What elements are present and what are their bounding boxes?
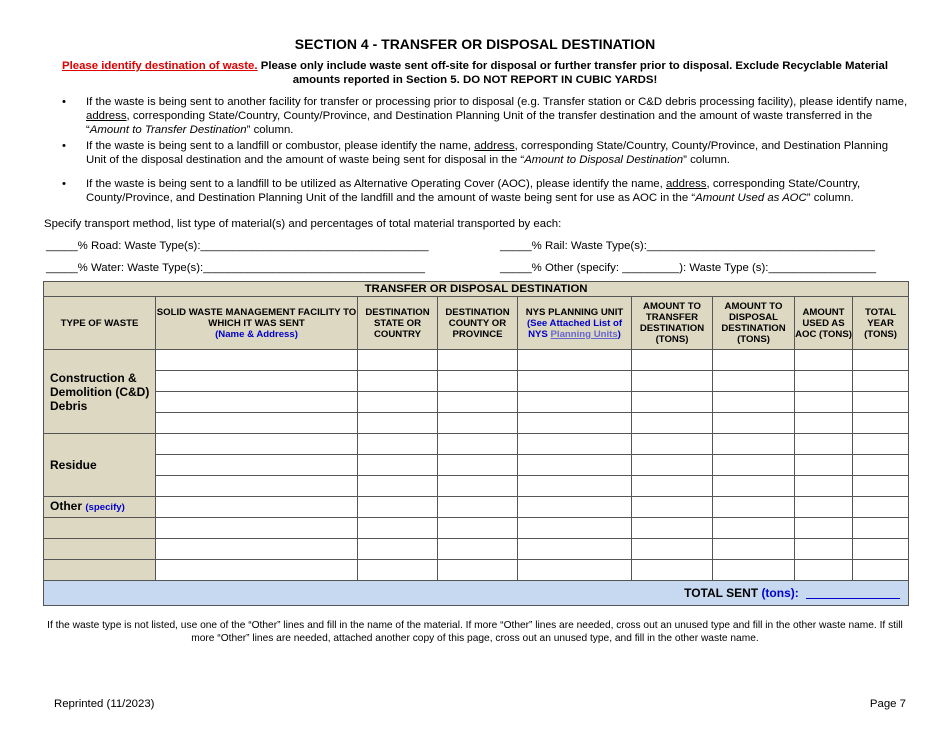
nys-header-note: ): [617, 328, 621, 340]
county-cell[interactable]: [438, 560, 518, 581]
total-cell[interactable]: [853, 539, 909, 560]
aoc-cell[interactable]: [795, 350, 853, 371]
facility-cell[interactable]: [156, 392, 358, 413]
total-cell[interactable]: [853, 476, 909, 497]
county-cell[interactable]: [438, 476, 518, 497]
col-header-nys-planning-unit: [518, 297, 632, 350]
disposal-cell[interactable]: [713, 539, 795, 560]
intro-red-text: Please identify destination of waste.: [61, 60, 258, 72]
transport-other-field[interactable]: _____% Other (specify: _________): Waste Type (s):_________________: [500, 262, 877, 274]
nys-cell[interactable]: [518, 350, 632, 371]
disposal-cell[interactable]: [713, 560, 795, 581]
total-sent-field[interactable]: [806, 586, 900, 599]
state-cell[interactable]: [358, 434, 438, 455]
county-cell[interactable]: [438, 518, 518, 539]
state-cell[interactable]: [358, 497, 438, 518]
disposal-cell[interactable]: [713, 497, 795, 518]
state-cell[interactable]: [358, 476, 438, 497]
facility-cell[interactable]: [156, 413, 358, 434]
waste-type-other-blank[interactable]: [44, 560, 156, 581]
state-cell[interactable]: [358, 350, 438, 371]
transfer-cell[interactable]: [632, 413, 713, 434]
other-specify-note: (specify): [85, 502, 125, 513]
instruction-text: , corresponding State/Country, County/Province, and Destination Planning Unit of the transfer destination and the amount of waste transferred in the “: [86, 110, 873, 136]
facility-header-note: (Name & Address): [215, 328, 298, 340]
nys-header-line: NYS PLANNING UNIT: [525, 306, 624, 318]
table-row: [44, 455, 909, 476]
total-sent-unit: (tons):: [761, 586, 799, 600]
county-cell[interactable]: [438, 371, 518, 392]
nys-header-note: (See Attached List of NYS: [526, 317, 623, 340]
planning-units-link[interactable]: Planning Units: [550, 328, 618, 340]
transport-road-field[interactable]: _____% Road: Waste Type(s):____________________________________: [46, 240, 429, 252]
instruction-italic: Amount to Disposal Destination: [524, 154, 684, 166]
aoc-cell[interactable]: [795, 518, 853, 539]
specify-transport-text: Specify transport method, list type of material(s) and percentages of total material transported by each:: [44, 218, 562, 230]
facility-cell[interactable]: [156, 455, 358, 476]
total-cell[interactable]: [853, 350, 909, 371]
aoc-cell[interactable]: [795, 413, 853, 434]
aoc-cell[interactable]: [795, 476, 853, 497]
col-header-facility: [156, 297, 358, 350]
transfer-cell[interactable]: [632, 434, 713, 455]
state-cell[interactable]: [358, 455, 438, 476]
county-cell[interactable]: [438, 539, 518, 560]
bullet-icon: •: [62, 140, 66, 152]
instruction-text: ” column.: [683, 154, 730, 166]
disposal-cell[interactable]: [713, 350, 795, 371]
col-header-state: DESTINATION STATE OR COUNTRY: [358, 297, 438, 350]
facility-header-line: SOLID WASTE MANAGEMENT FACILITY TO: [156, 306, 357, 318]
col-header-type: TYPE OF WASTE: [44, 297, 156, 350]
waste-type-cd: Construction & Demolition (C&D) Debris: [44, 350, 156, 434]
waste-type-other-blank[interactable]: [44, 518, 156, 539]
disposal-cell[interactable]: [713, 518, 795, 539]
instructions-list: [62, 95, 908, 205]
col-header-transfer: AMOUNT TO TRANSFER DESTINATION (TONS): [632, 297, 713, 350]
table-row: [44, 476, 909, 497]
section-title: SECTION 4 - TRANSFER OR DISPOSAL DESTINATION: [294, 36, 656, 52]
instruction-underline: address: [665, 178, 707, 190]
total-cell[interactable]: [853, 413, 909, 434]
total-cell[interactable]: [853, 392, 909, 413]
intro-rest-text: Please only include waste sent off-site for disposal or further transfer prior to disposal. Exclude Recyclable Material amounts reported in Section 5. DO NOT REPORT IN CUBIC YARDS!: [257, 60, 889, 86]
col-header-disposal: AMOUNT TO DISPOSAL DESTINATION (TONS): [713, 297, 795, 350]
facility-cell[interactable]: [156, 518, 358, 539]
aoc-cell[interactable]: [795, 455, 853, 476]
table-row: [44, 350, 909, 371]
disposal-cell[interactable]: [713, 371, 795, 392]
total-cell[interactable]: [853, 455, 909, 476]
total-cell[interactable]: [853, 497, 909, 518]
nys-cell[interactable]: [518, 434, 632, 455]
transport-water-field[interactable]: _____% Water: Waste Type(s):___________________________________: [46, 262, 425, 274]
page-number: Page 7: [869, 698, 906, 710]
instruction-text: If the waste is being sent to a landfill to be utilized as Alternative Operating Cover (AOC), please identify the name,: [86, 178, 666, 190]
instruction-text: ” column.: [806, 192, 854, 204]
county-cell[interactable]: [438, 497, 518, 518]
facility-cell[interactable]: [156, 476, 358, 497]
aoc-cell[interactable]: [795, 497, 853, 518]
county-cell[interactable]: [438, 392, 518, 413]
nys-cell[interactable]: [518, 476, 632, 497]
facility-cell[interactable]: [156, 497, 358, 518]
nys-cell[interactable]: [518, 518, 632, 539]
facility-cell[interactable]: [156, 350, 358, 371]
transfer-cell[interactable]: [632, 497, 713, 518]
col-header-county: DESTINATION COUNTY OR PROVINCE: [438, 297, 518, 350]
nys-cell[interactable]: [518, 539, 632, 560]
state-cell[interactable]: [358, 518, 438, 539]
instruction-item: [62, 177, 908, 205]
table-row: [44, 413, 909, 434]
aoc-cell[interactable]: [795, 434, 853, 455]
transfer-cell[interactable]: [632, 560, 713, 581]
bullet-icon: •: [62, 178, 66, 190]
state-cell[interactable]: [358, 392, 438, 413]
total-sent: [44, 581, 909, 606]
disposal-cell[interactable]: [713, 434, 795, 455]
bullet-icon: •: [62, 96, 66, 108]
instruction-text: , corresponding State/Country, County/Province, and Destination Planning Unit of the landfill and the amount of waste being sent for use as AOC in the “: [86, 178, 861, 204]
state-cell[interactable]: [358, 371, 438, 392]
footnote: If the waste type is not listed, use one of the “Other” lines and fill in the name of the material. If more “Other” lines are needed, cross out an unused type and fill in the other waste name. If still more “Other” lines are needed, attached another copy of this page, cross out an unused type, and fill in the other waste name.: [47, 620, 903, 644]
aoc-cell[interactable]: [795, 371, 853, 392]
instruction-underline: address: [474, 140, 515, 152]
facility-cell[interactable]: [156, 560, 358, 581]
waste-type-residue: Residue: [44, 434, 156, 497]
aoc-cell[interactable]: [795, 392, 853, 413]
table-row: [44, 392, 909, 413]
nys-cell[interactable]: [518, 560, 632, 581]
table-title: TRANSFER OR DISPOSAL DESTINATION: [44, 282, 909, 297]
col-header-aoc: AMOUNT USED AS AOC (TONS): [795, 297, 853, 350]
instruction-text: If the waste is being sent to a landfill or combustor, please identify the name,: [86, 140, 475, 152]
instruction-italic: Amount Used as AOC: [695, 192, 807, 204]
destination-table: [43, 281, 909, 606]
intro-text: [44, 59, 906, 87]
state-cell[interactable]: [358, 539, 438, 560]
nys-cell[interactable]: [518, 413, 632, 434]
aoc-cell[interactable]: [795, 560, 853, 581]
instruction-text: , corresponding State/Country, County/Province, and Destination Planning Unit of the disposal destination and the amount of waste being sent for disposal in the “: [86, 140, 889, 166]
transport-rail-field[interactable]: _____% Rail: Waste Type(s):____________________________________: [500, 240, 875, 252]
transfer-cell[interactable]: [632, 371, 713, 392]
disposal-cell[interactable]: [713, 455, 795, 476]
total-sent-label: TOTAL SENT: [684, 586, 759, 600]
county-cell[interactable]: [438, 455, 518, 476]
total-cell[interactable]: [853, 518, 909, 539]
nys-cell[interactable]: [518, 497, 632, 518]
disposal-cell[interactable]: [713, 392, 795, 413]
transfer-cell[interactable]: [632, 350, 713, 371]
instruction-italic: Amount to Transfer Destination: [89, 124, 247, 136]
county-cell[interactable]: [438, 434, 518, 455]
transfer-cell[interactable]: [632, 476, 713, 497]
waste-type-other-blank[interactable]: [44, 539, 156, 560]
table-row: [44, 560, 909, 581]
transfer-cell[interactable]: [632, 455, 713, 476]
col-header-total: TOTAL YEAR (TONS): [853, 297, 909, 350]
aoc-cell[interactable]: [795, 539, 853, 560]
table-row: [44, 497, 909, 518]
facility-cell[interactable]: [156, 371, 358, 392]
instruction-item: [62, 139, 908, 167]
total-row: [44, 581, 909, 606]
nys-cell[interactable]: [518, 455, 632, 476]
instruction-text: If the waste is being sent to another facility for transfer or processing prior to disposal (e.g. Transfer station or C&D debris processing facility), please identify name,: [86, 96, 908, 108]
total-cell[interactable]: [853, 371, 909, 392]
table-row: [44, 539, 909, 560]
facility-cell[interactable]: [156, 434, 358, 455]
transfer-cell[interactable]: [632, 392, 713, 413]
other-label: Other: [50, 499, 83, 513]
disposal-cell[interactable]: [713, 413, 795, 434]
waste-type-other[interactable]: [44, 497, 156, 518]
state-cell[interactable]: [358, 560, 438, 581]
table-row: [44, 434, 909, 455]
facility-header-line: WHICH IT WAS SENT: [208, 317, 305, 329]
total-cell[interactable]: [853, 434, 909, 455]
table-row: [44, 518, 909, 539]
county-cell[interactable]: [438, 350, 518, 371]
nys-cell[interactable]: [518, 371, 632, 392]
table-row: [44, 371, 909, 392]
reprint-date: Reprinted (11/2023): [54, 698, 155, 710]
instruction-item: [62, 95, 908, 137]
nys-cell[interactable]: [518, 392, 632, 413]
disposal-cell[interactable]: [713, 476, 795, 497]
total-cell[interactable]: [853, 560, 909, 581]
instruction-text: ” column.: [246, 124, 294, 136]
county-cell[interactable]: [438, 413, 518, 434]
instruction-underline: address: [86, 110, 127, 122]
transfer-cell[interactable]: [632, 518, 713, 539]
facility-cell[interactable]: [156, 539, 358, 560]
state-cell[interactable]: [358, 413, 438, 434]
transfer-cell[interactable]: [632, 539, 713, 560]
